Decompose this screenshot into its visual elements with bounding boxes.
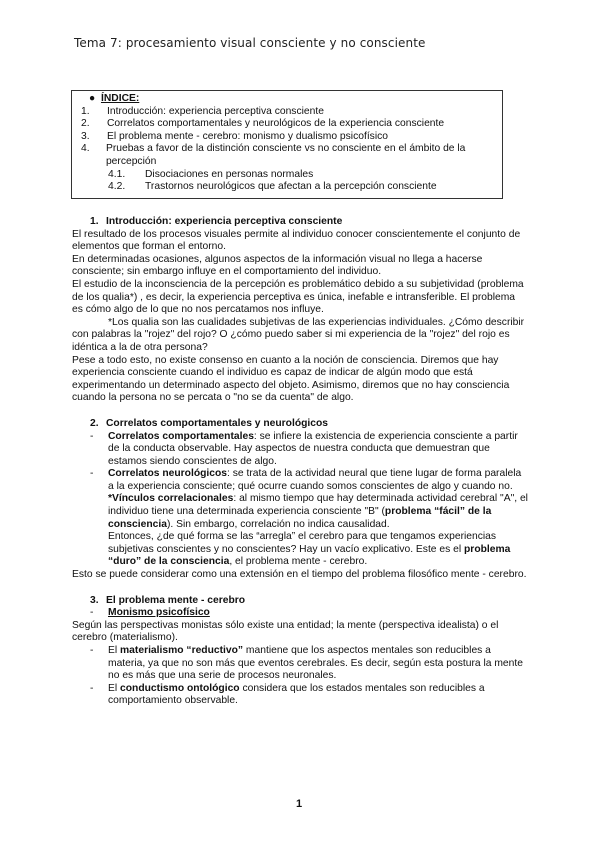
hard-problem-paragraph: Entonces, ¿de qué forma se las “arregla” el cerebro para que tengamos experiencias subjetivas conscientes y no conscientes? Hay un vacío explicativo. Este es el problema “duro” de la consciencia, el problema mente - cerebro.: [108, 531, 511, 568]
section-2-heading: 2. Correlatos comportamentales y neurológicos: [90, 417, 329, 429]
page-number: 1: [296, 798, 303, 810]
paragraph: En determinadas ocasiones, algunos aspectos de la información visual no llega a hacerse consciente; sin embargo influye en el comportamiento del individuo.: [72, 253, 483, 278]
correlational-note: *Vínculos correlacionales: al mismo tiempo que hay determinada actividad cerebral "A", el individuo tiene una determinada experiencia consciente "B" (problema “fácil” de la consciencia). Sin embargo, correlación no indica causalidad.: [108, 493, 528, 530]
document-body: [72, 216, 528, 708]
table-of-contents: [71, 90, 503, 199]
toc-title: ÍNDICE:: [100, 93, 140, 104]
qualia-note: *Los qualia son las cualidades subjetivas de las experiencias individuales. ¿Cómo describir con palabras la "rojez" del rojo? O ¿cómo puedo saber si mi experiencia de la "rojez" del rojo es idéntica a la de otra persona?: [72, 316, 525, 353]
paragraph: Esto se puede considerar como una extensión en el tiempo del problema filosófico mente - cerebro.: [72, 569, 527, 581]
list-item: - El conductismo ontológico considera que los estados mentales son reducibles a comportamiento observable.: [90, 682, 485, 707]
toc-item: 1. Introducción: experiencia perceptiva consciente: [81, 105, 324, 117]
toc-item: 3. El problema mente - cerebro: monismo y dualismo psicofísico: [81, 130, 388, 142]
subsection-heading: - Monismo psicofísico: [90, 607, 210, 619]
toc-subitem: 4.1. Disociaciones en personas normales: [108, 168, 314, 180]
paragraph: Según las perspectivas monistas sólo existe una entidad; la mente (perspectiva idealista) o el cerebro (materialismo).: [72, 619, 499, 644]
section-1-heading: 1. Introducción: experiencia perceptiva consciente: [90, 216, 343, 227]
bullet-icon: ●: [89, 93, 96, 104]
paragraph: El estudio de la inconsciencia de la percepción es problemático debido a su subjetividad (problema de los qualia*) , es decir, la experiencia perceptiva es única, inefable e intransferible. El problema es cómo algo de lo que no nos percatamos nos influye.: [72, 278, 524, 316]
list-item: - Correlatos comportamentales: se infiere la existencia de experiencia consciente a partir de la conducta observable. Hay aspectos de nuestra conducta que demuestran que estamos siendo conscientes de algo.: [90, 430, 518, 467]
document-header: Tema 7: procesamiento visual consciente y no consciente: [74, 36, 426, 50]
toc-subitem: 4.2. Trastornos neurológicos que afectan a la percepción consciente: [108, 181, 437, 193]
list-item: - Correlatos neurológicos: se trata de la actividad neural que tiene lugar de forma paralela a la experiencia consciente; qué ocurre cuando somos conscientes de algo y cuando no.: [90, 468, 522, 492]
toc-item: 2. Correlatos comportamentales y neurológicos de la experiencia consciente: [81, 118, 445, 130]
section-3-heading: 3. El problema mente - cerebro: [90, 594, 246, 606]
toc-item: 4. Pruebas a favor de la distinción consciente vs no consciente en el ámbito de la percepción: [81, 143, 466, 167]
paragraph: El resultado de los procesos visuales permite al individuo conocer conscientemente el conjunto de elementos que forman el entorno.: [72, 228, 521, 253]
toc-heading: [72, 93, 502, 106]
list-item: - El materialismo “reductivo” mantiene que los aspectos mentales son reducibles a materia, ya que no son más que eventos cerebrales. Es decir, según esta postura la mente no es más que una serie de procesos neuronales.: [90, 645, 523, 682]
paragraph: Pese a todo esto, no existe consenso en cuanto a la noción de consciencia. Diremos que hay experiencia consciente cuando el individuo es capaz de indicar de algún modo que está experimentando un determinado aspecto del objeto. Asimismo, diremos que no hay consciencia cuando la persona no se percata o "no se da cuenta" de algo.: [72, 354, 510, 404]
